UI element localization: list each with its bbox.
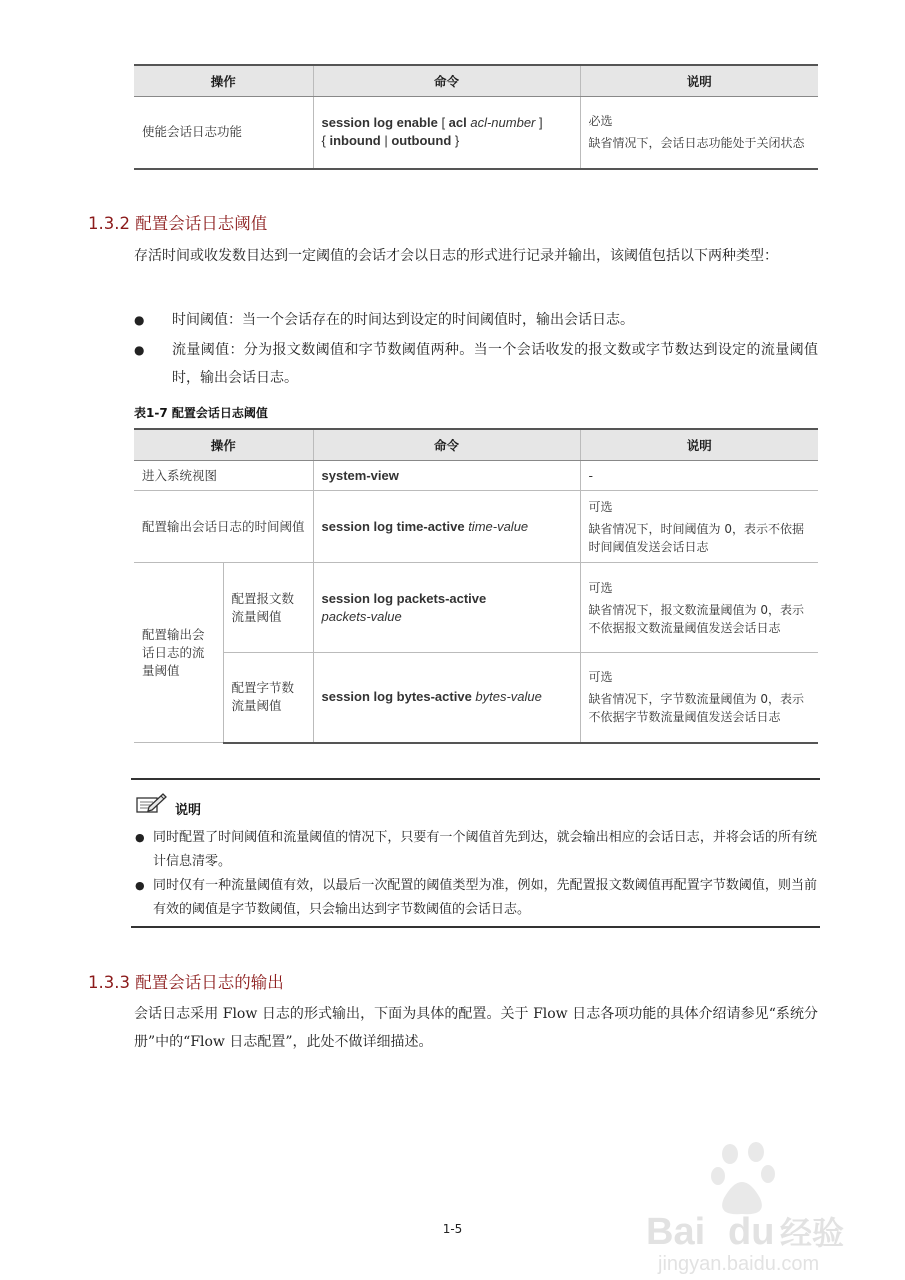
description-cell: - bbox=[580, 461, 818, 491]
list-item: ● 同时仅有一种流量阈值有效，以最后一次配置的阈值类型为准，例如，先配置报文数阈值再配置字节数阈值，则当前有效的阈值是字节数阈值，只会输出达到字节数阈值的会话日志。 bbox=[135, 874, 817, 922]
table-row bbox=[134, 461, 818, 491]
col-header-description: 说明 bbox=[580, 65, 818, 97]
sub-operation-cell: 配置报文数流量阈值 bbox=[223, 563, 313, 653]
list-item: ● 流量阈值：分为报文数阈值和字节数阈值两种。当一个会话收发的报文数或字节数达到设定的流量阈值时，输出会话日志。 bbox=[134, 336, 818, 392]
note-pencil-icon bbox=[135, 791, 169, 815]
operation-cell: 使能会话日志功能 bbox=[134, 97, 313, 169]
command-cell: session log enable [ acl acl-number ] { inbound | outbound } bbox=[313, 97, 580, 169]
command-cell: session log packets-active packets-value bbox=[313, 563, 580, 653]
svg-text:经验: 经验 bbox=[780, 1214, 845, 1252]
col-header-command: 命令 bbox=[313, 65, 580, 97]
description-cell: 必选 缺省情况下，会话日志功能处于关闭状态 bbox=[580, 97, 818, 169]
section-title-1-3-2: 1.3.2 配置会话日志阈值 bbox=[88, 214, 268, 233]
group-operation-cell: 配置输出会话日志的流量阈值 bbox=[134, 563, 223, 743]
list-item: ● 时间阈值：当一个会话存在的时间达到设定的时间阈值时，输出会话日志。 bbox=[134, 306, 818, 334]
table-row bbox=[134, 653, 818, 743]
paw-logo-icon bbox=[632, 1140, 882, 1275]
bullet-icon: ● bbox=[135, 831, 145, 844]
description-cell: 可选 缺省情况下，报文数流量阈值为 0，表示不依据报文数流量阈值发送会话日志 bbox=[580, 563, 818, 653]
operation-cell: 配置输出会话日志的时间阈值 bbox=[134, 491, 313, 563]
section-body: 会话日志采用 Flow 日志的形式输出，下面为具体的配置。关于 Flow 日志各项功能的具体介绍请参见“系统分册”中的“Flow 日志配置”，此处不做详细描述。 bbox=[134, 1006, 818, 1050]
command-cell: session log bytes-active bytes-value bbox=[313, 653, 580, 743]
note-box bbox=[131, 778, 820, 928]
col-header-description: 说明 bbox=[580, 429, 818, 461]
operation-cell: 进入系统视图 bbox=[134, 461, 313, 491]
description-cell: 可选 缺省情况下，时间阈值为 0，表示不依据时间阈值发送会话日志 bbox=[580, 491, 818, 563]
table-row bbox=[134, 491, 818, 563]
description-cell: 可选 缺省情况下，字节数流量阈值为 0，表示不依据字节数流量阈值发送会话日志 bbox=[580, 653, 818, 743]
command-cell: session log time-active time-value bbox=[313, 491, 580, 563]
col-header-command: 命令 bbox=[313, 429, 580, 461]
svg-text:jingyan.baidu.com: jingyan.baidu.com bbox=[658, 1253, 820, 1275]
note-header bbox=[135, 791, 202, 818]
baidu-jingyan-watermark bbox=[632, 1140, 882, 1275]
bullet-icon: ● bbox=[134, 313, 145, 327]
table-caption: 表1-7 配置会话日志阈值 bbox=[134, 406, 268, 420]
col-header-operation: 操作 bbox=[134, 65, 313, 97]
list-item: ● 同时配置了时间阈值和流量阈值的情况下，只要有一个阈值首先到达，就会输出相应的会话日志，并将会话的所有统计信息清零。 bbox=[135, 826, 817, 874]
bullet-icon: ● bbox=[135, 879, 145, 892]
section-intro: 存活时间或收发数目达到一定阈值的会话才会以日志的形式进行记录并输出，该阈值包括以下两种类型： bbox=[134, 248, 778, 264]
table-row bbox=[134, 563, 818, 653]
page-number: 1-5 bbox=[442, 1222, 463, 1236]
bullet-icon: ● bbox=[134, 343, 145, 357]
svg-text:du: du bbox=[728, 1211, 775, 1253]
threshold-config-table bbox=[134, 428, 818, 744]
command-cell: system-view bbox=[313, 461, 580, 491]
svg-text:Bai: Bai bbox=[646, 1211, 706, 1253]
sub-operation-cell: 配置字节数流量阈值 bbox=[223, 653, 313, 743]
section-title-1-3-3: 1.3.3 配置会话日志的输出 bbox=[88, 973, 284, 992]
note-label: 说明 bbox=[175, 803, 202, 818]
col-header-operation: 操作 bbox=[134, 429, 313, 461]
session-log-enable-table bbox=[134, 64, 818, 170]
